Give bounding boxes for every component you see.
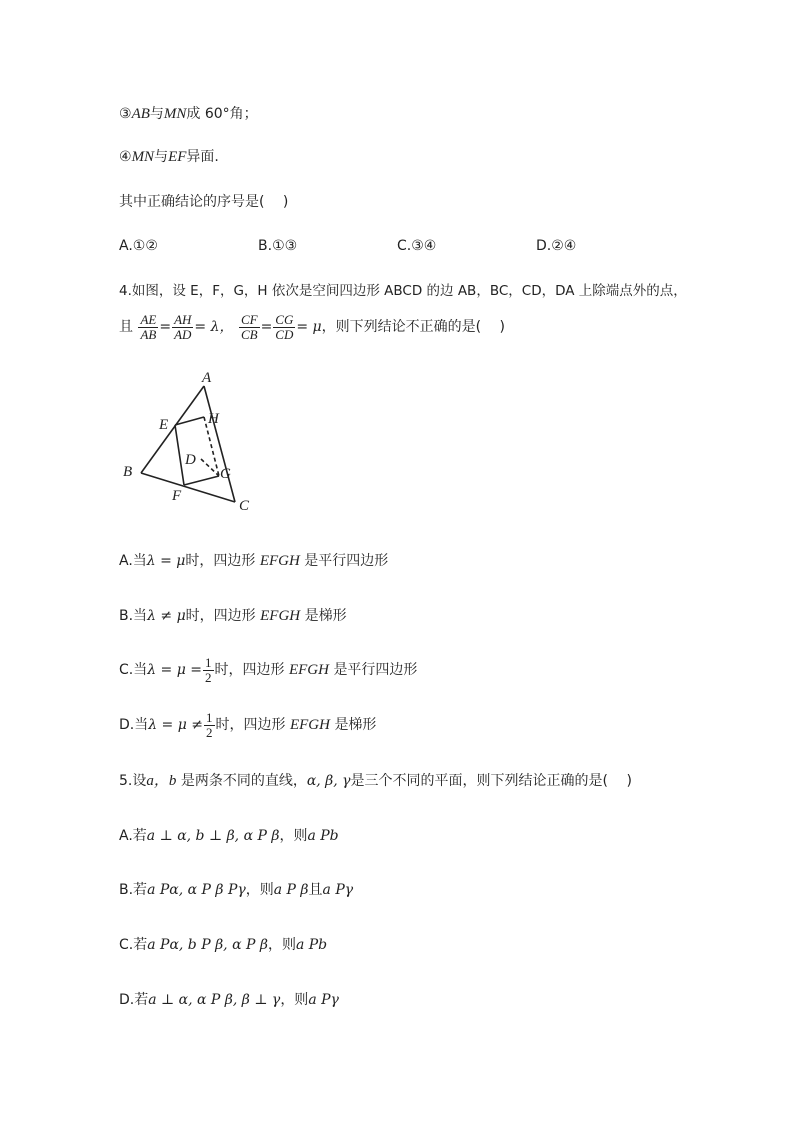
fraction-one-half: $\frac{1}{2}$ [206, 709, 213, 740]
q4-stem-line-1: 4.如图，设 E，F，G，H 依次是空间四边形 ABCD 的边 AB，BC，CD，DA 上除端点外的点， [119, 283, 687, 299]
q3-item-3 [119, 104, 258, 124]
text-segment: 成 60°角； [186, 106, 258, 122]
q3-options [119, 236, 679, 256]
q3-option-c[interactable]: C.③④ [397, 238, 437, 254]
label-h: H [208, 411, 219, 427]
q4-option-a[interactable]: A.当λ = μ时，四边形 EFGH 是平行四边形 [119, 553, 389, 569]
item-mark: ③ [119, 106, 132, 122]
q3-option-a[interactable]: A.①② [119, 238, 158, 254]
edge-ac [204, 386, 235, 502]
math-segment: EF [168, 149, 187, 165]
q4-stem-line-2: 且 $\frac{AE}{AB}$ = $\frac{AH}{AD}$ = λ， $\frac{CF}{CB}$ = $\frac{CG}{CD}$ = μ，则下列结论不正确的是( ) [119, 311, 506, 342]
label-c: C [239, 498, 250, 514]
fraction-cf-cb: $\frac{CF}{CB}$ [240, 311, 258, 342]
q4-option-b[interactable]: B.当λ ≠ μ时，四边形 EFGH 是梯形 [119, 608, 347, 624]
label-d: D [185, 452, 196, 468]
math-segment: MN [163, 106, 187, 122]
fraction-one-half: $\frac{1}{2}$ [205, 654, 212, 685]
q5-option-b[interactable]: B.若a Pα, α P β Pγ，则a P β且a Pγ [119, 882, 354, 898]
q3-option-b[interactable]: B.①③ [258, 238, 298, 254]
q3-item-4 [119, 147, 219, 167]
math-segment: AB [131, 106, 150, 122]
q4-option-d[interactable]: D.当λ = μ ≠ $\frac{1}{2}$ 时，四边形 EFGH 是梯形 [119, 709, 377, 740]
text-segment: 与 [149, 106, 164, 122]
label-a: A [202, 370, 212, 386]
fraction-ae-ab: $\frac{AE}{AB}$ [140, 311, 157, 342]
text-segment: 异面. [186, 149, 219, 165]
item-mark: ④ [119, 149, 132, 165]
q3-question: 其中正确结论的序号是( ) [119, 194, 289, 210]
label-g: G [220, 466, 231, 482]
label-e: E [159, 417, 169, 433]
edge-fg [184, 476, 219, 485]
text-segment: 与 [154, 149, 169, 165]
q4-option-c[interactable]: C.当λ = μ = $\frac{1}{2}$ 时，四边形 EFGH 是平行四边形 [119, 654, 418, 685]
label-b: B [123, 464, 133, 480]
edge-ef [175, 425, 184, 485]
fraction-ah-ad: $\frac{AH}{AD}$ [174, 311, 192, 342]
q5-option-c[interactable]: C.若a Pα, b P β, α P β，则a Pb [119, 937, 328, 953]
tetrahedron-figure [118, 365, 268, 520]
q5-option-a[interactable]: A.若a ⊥ α, b ⊥ β, α P β，则a Pb [119, 828, 339, 844]
fraction-cg-cd: $\frac{CG}{CD}$ [275, 311, 294, 342]
label-f: F [172, 488, 182, 504]
q5-option-d[interactable]: D.若a ⊥ α, α P β, β ⊥ γ，则a Pγ [119, 992, 339, 1008]
q5-stem: 5.设a，b 是两条不同的直线，α, β, γ是三个不同的平面，则下列结论正确的是( ) [119, 773, 632, 789]
math-segment: MN [131, 149, 155, 165]
q3-option-d[interactable]: D.②④ [536, 238, 577, 254]
